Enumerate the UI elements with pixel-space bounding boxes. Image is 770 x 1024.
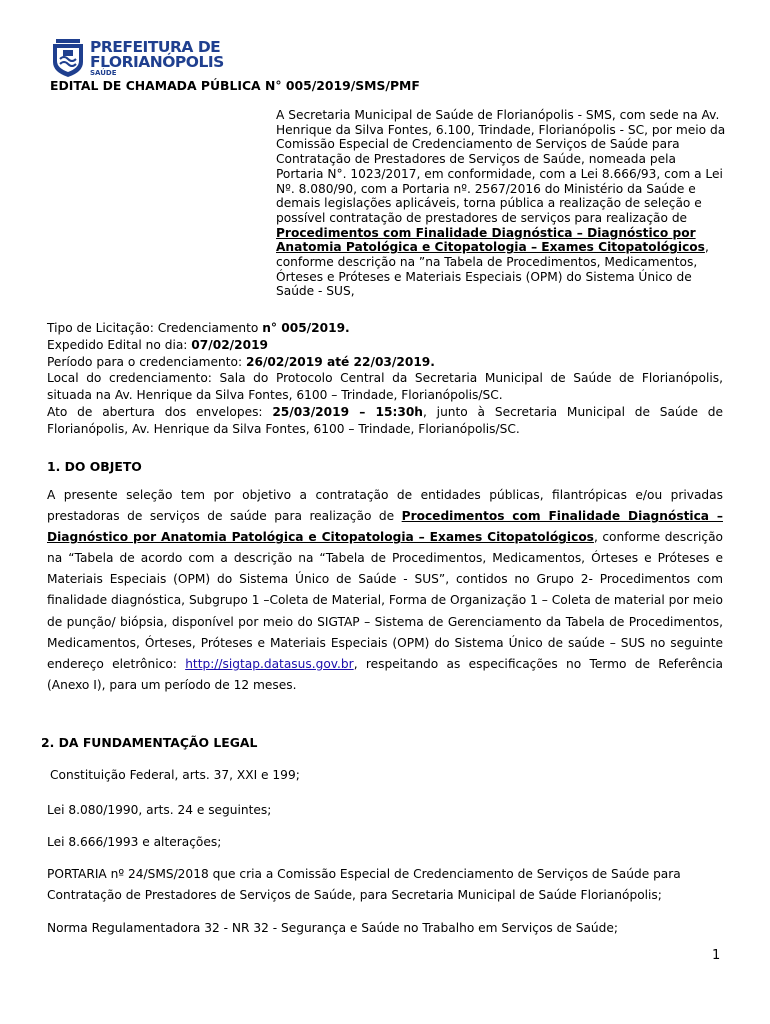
logo-line-2: FLORIANÓPOLIS (90, 53, 224, 71)
intro-highlight: Procedimentos com Finalidade Diagnóstica – Diagnóstico por Anatomia Patológica e Citopatologia – Exames Citopatológicos (276, 225, 705, 255)
intro-text-after: , conforme descrição na ”na Tabela de Procedimentos, Medicamentos, Órteses e Próteses e Materiais Especiais (OPM) do Sistema Único de Saúde - SUS, (276, 240, 709, 299)
sigtap-link[interactable]: http://sigtap.datasus.gov.br (185, 656, 354, 671)
tipo-licitacao (47, 320, 723, 337)
intro-text: A Secretaria Municipal de Saúde de Florianópolis - SMS, com sede na Av. Henrique da Silva Fontes, 6.100, Trindade, Florianópolis - SC, por meio da Comissão Especial de Credenciamento de Serviços de Saúde para Contratação de Prestadores de Serviços de Saúde, nomeada pela Portaria N°. 1023/2017, em conformidade, com a Lei 8.666/93, com a Lei Nº. 8.080/90, com a Portaria nº. 2567/2016 do Ministério da Saúde e demais legislações aplicáveis, torna pública a realização de seleção e possível contratação de prestadores de serviços para realização de (276, 108, 726, 225)
section-2-heading: 2. DA FUNDAMENTAÇÃO LEGAL (41, 735, 258, 750)
objeto-highlight: Procedimentos com Finalidade Diagnóstica – Diagnóstico por Anatomia Patológica e Citopatologia – Exames Citopatológicos (47, 509, 723, 545)
city-emblem-icon (50, 38, 86, 78)
legal-basis-item: PORTARIA nº 24/SMS/2018 que cria a Comissão Especial de Credenciamento de Serviços de Saúde para Contratação de Prestadores de Serviços de Saúde, para Secretaria Municipal de Saúde Florianópolis; (47, 867, 681, 903)
logo-line-3: SAÚDE (90, 69, 117, 77)
logo-line-1: PREFEITURA DE (90, 38, 221, 56)
objeto-text: A presente seleção tem por objetivo a contratação de entidades públicas, filantrópicas e/ou privadas prestadoras de serviços de saúde para realização de (47, 488, 723, 524)
tipo-label: Tipo de Licitação: Credenciamento (47, 321, 263, 335)
legal-basis-item: Lei 8.080/1990, arts. 24 e seguintes; (47, 803, 272, 817)
notice-details (47, 320, 723, 438)
page-number: 1 (712, 948, 721, 963)
section-1-paragraph (47, 485, 723, 696)
expedido-value: 07/02/2019 (191, 337, 269, 352)
legal-basis-item: Lei 8.666/1993 e alterações; (47, 835, 222, 849)
objeto-text-after: , respeitando as especificações no Termo de Referência (Anexo I), para um período de 12 meses. (47, 656, 723, 692)
periodo-value: 26/02/2019 até 22/03/2019. (246, 354, 435, 369)
section-1-heading: 1. DO OBJETO (47, 459, 142, 474)
legal-basis-item: Constituição Federal, arts. 37, XXI e 199; (50, 768, 300, 782)
document-title: EDITAL DE CHAMADA PÚBLICA N° 005/2019/SMS/PMF (50, 78, 420, 93)
ato-label: Ato de abertura dos envelopes: (47, 404, 273, 419)
ato-abertura (47, 404, 723, 438)
expedido-edital (47, 337, 723, 354)
tipo-value: n° 005/2019. (262, 321, 350, 335)
ato-rest: , junto à Secretaria Municipal de Saúde de Florianópolis, Av. Henrique da Silva Fontes, 6100 – Trindade, Florianópolis/SC. (47, 404, 724, 436)
periodo-label: Período para o credenciamento: (47, 354, 246, 369)
expedido-label: Expedido Edital no dia: (47, 337, 192, 352)
local-credenciamento: Local do credenciamento: Sala do Protocolo Central da Secretaria Municipal de Saúde de Florianópolis, situada na Av. Henrique da Silva Fontes, 6100 – Trindade, Florianópolis/SC. (47, 371, 723, 403)
periodo-credenciamento (47, 354, 723, 371)
legal-basis-item: Norma Regulamentadora 32 - NR 32 - Segurança e Saúde no Trabalho em Serviços de Saúde; (47, 921, 619, 935)
prefeitura-logo (50, 38, 225, 80)
objeto-text-middle: , conforme descrição na “Tabela de acordo com a descrição na “Tabela de Procedimentos, Medicamentos, Órteses e Próteses e Materiais Especiais (OPM) do Sistema Único de Saúde - SUS”, contidos no Grupo 2- Procedimentos com finalidade diagnóstica, Subgrupo 1 –Coleta de Material, Forma de Organização 1 – Coleta de material por meio de punção/ biópsia, disponível por meio do SIGTAP – Sistema de Gerenciamento da Tabela de Procedimentos, Medicamentos, Órteses, Próteses e Materiais Especiais (OPM) do Sistema Único de saúde – SUS no seguinte endereço eletrônico: (47, 530, 723, 671)
ato-value: 25/03/2019 – 15:30h (272, 404, 423, 419)
intro-paragraph (276, 108, 726, 299)
